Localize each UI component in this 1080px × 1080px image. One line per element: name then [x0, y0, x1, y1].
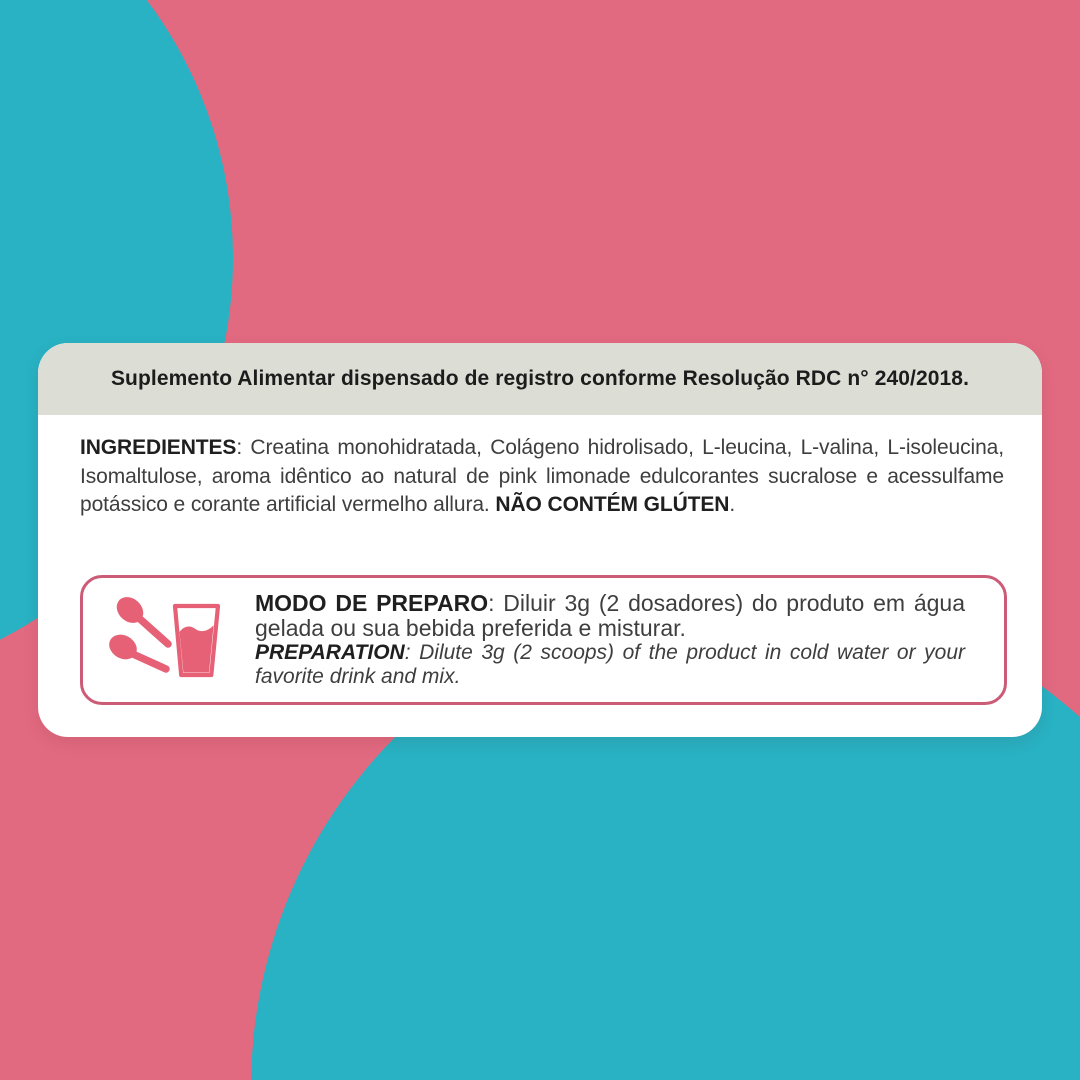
- ingredients-paragraph: [38, 415, 1042, 520]
- regulatory-banner-text: Suplemento Alimentar dispensado de registro conforme Resolução RDC n° 240/2018.: [110, 367, 970, 390]
- spoons-and-glass-icon: [97, 585, 237, 695]
- preparation-en-paragraph: [255, 641, 965, 689]
- ingredients-period: .: [729, 493, 736, 516]
- preparation-pt-body: : Diluir 3g (2 dosadores) do produto em água gelada ou sua bebida preferida e misturar.: [255, 590, 965, 641]
- ingredients-label: INGREDIENTES: [80, 436, 237, 459]
- ingredients-body-text: : Creatina monohidratada, Colágeno hidrolisado, L-leucina, L-valina, L-isoleucina, Isomaltulose, aroma idêntico ao natural de pink limonade edulcorantes sucralose e acessulfame potássico e corante artificial vermelho allura.: [80, 436, 1004, 516]
- preparation-pt-label: MODO DE PREPARO: [255, 590, 489, 616]
- preparation-text: [255, 591, 965, 689]
- gluten-free-label: NÃO CONTÉM GLÚTEN: [495, 493, 730, 516]
- regulatory-banner: [38, 343, 1042, 415]
- preparation-pt-paragraph: [255, 591, 965, 641]
- preparation-en-label: PREPARATION: [255, 641, 405, 664]
- preparation-box: [80, 575, 1007, 705]
- preparation-en-body: : Dilute 3g (2 scoops) of the product in cold water or your favorite drink and mix.: [255, 641, 965, 688]
- info-card: [38, 343, 1042, 737]
